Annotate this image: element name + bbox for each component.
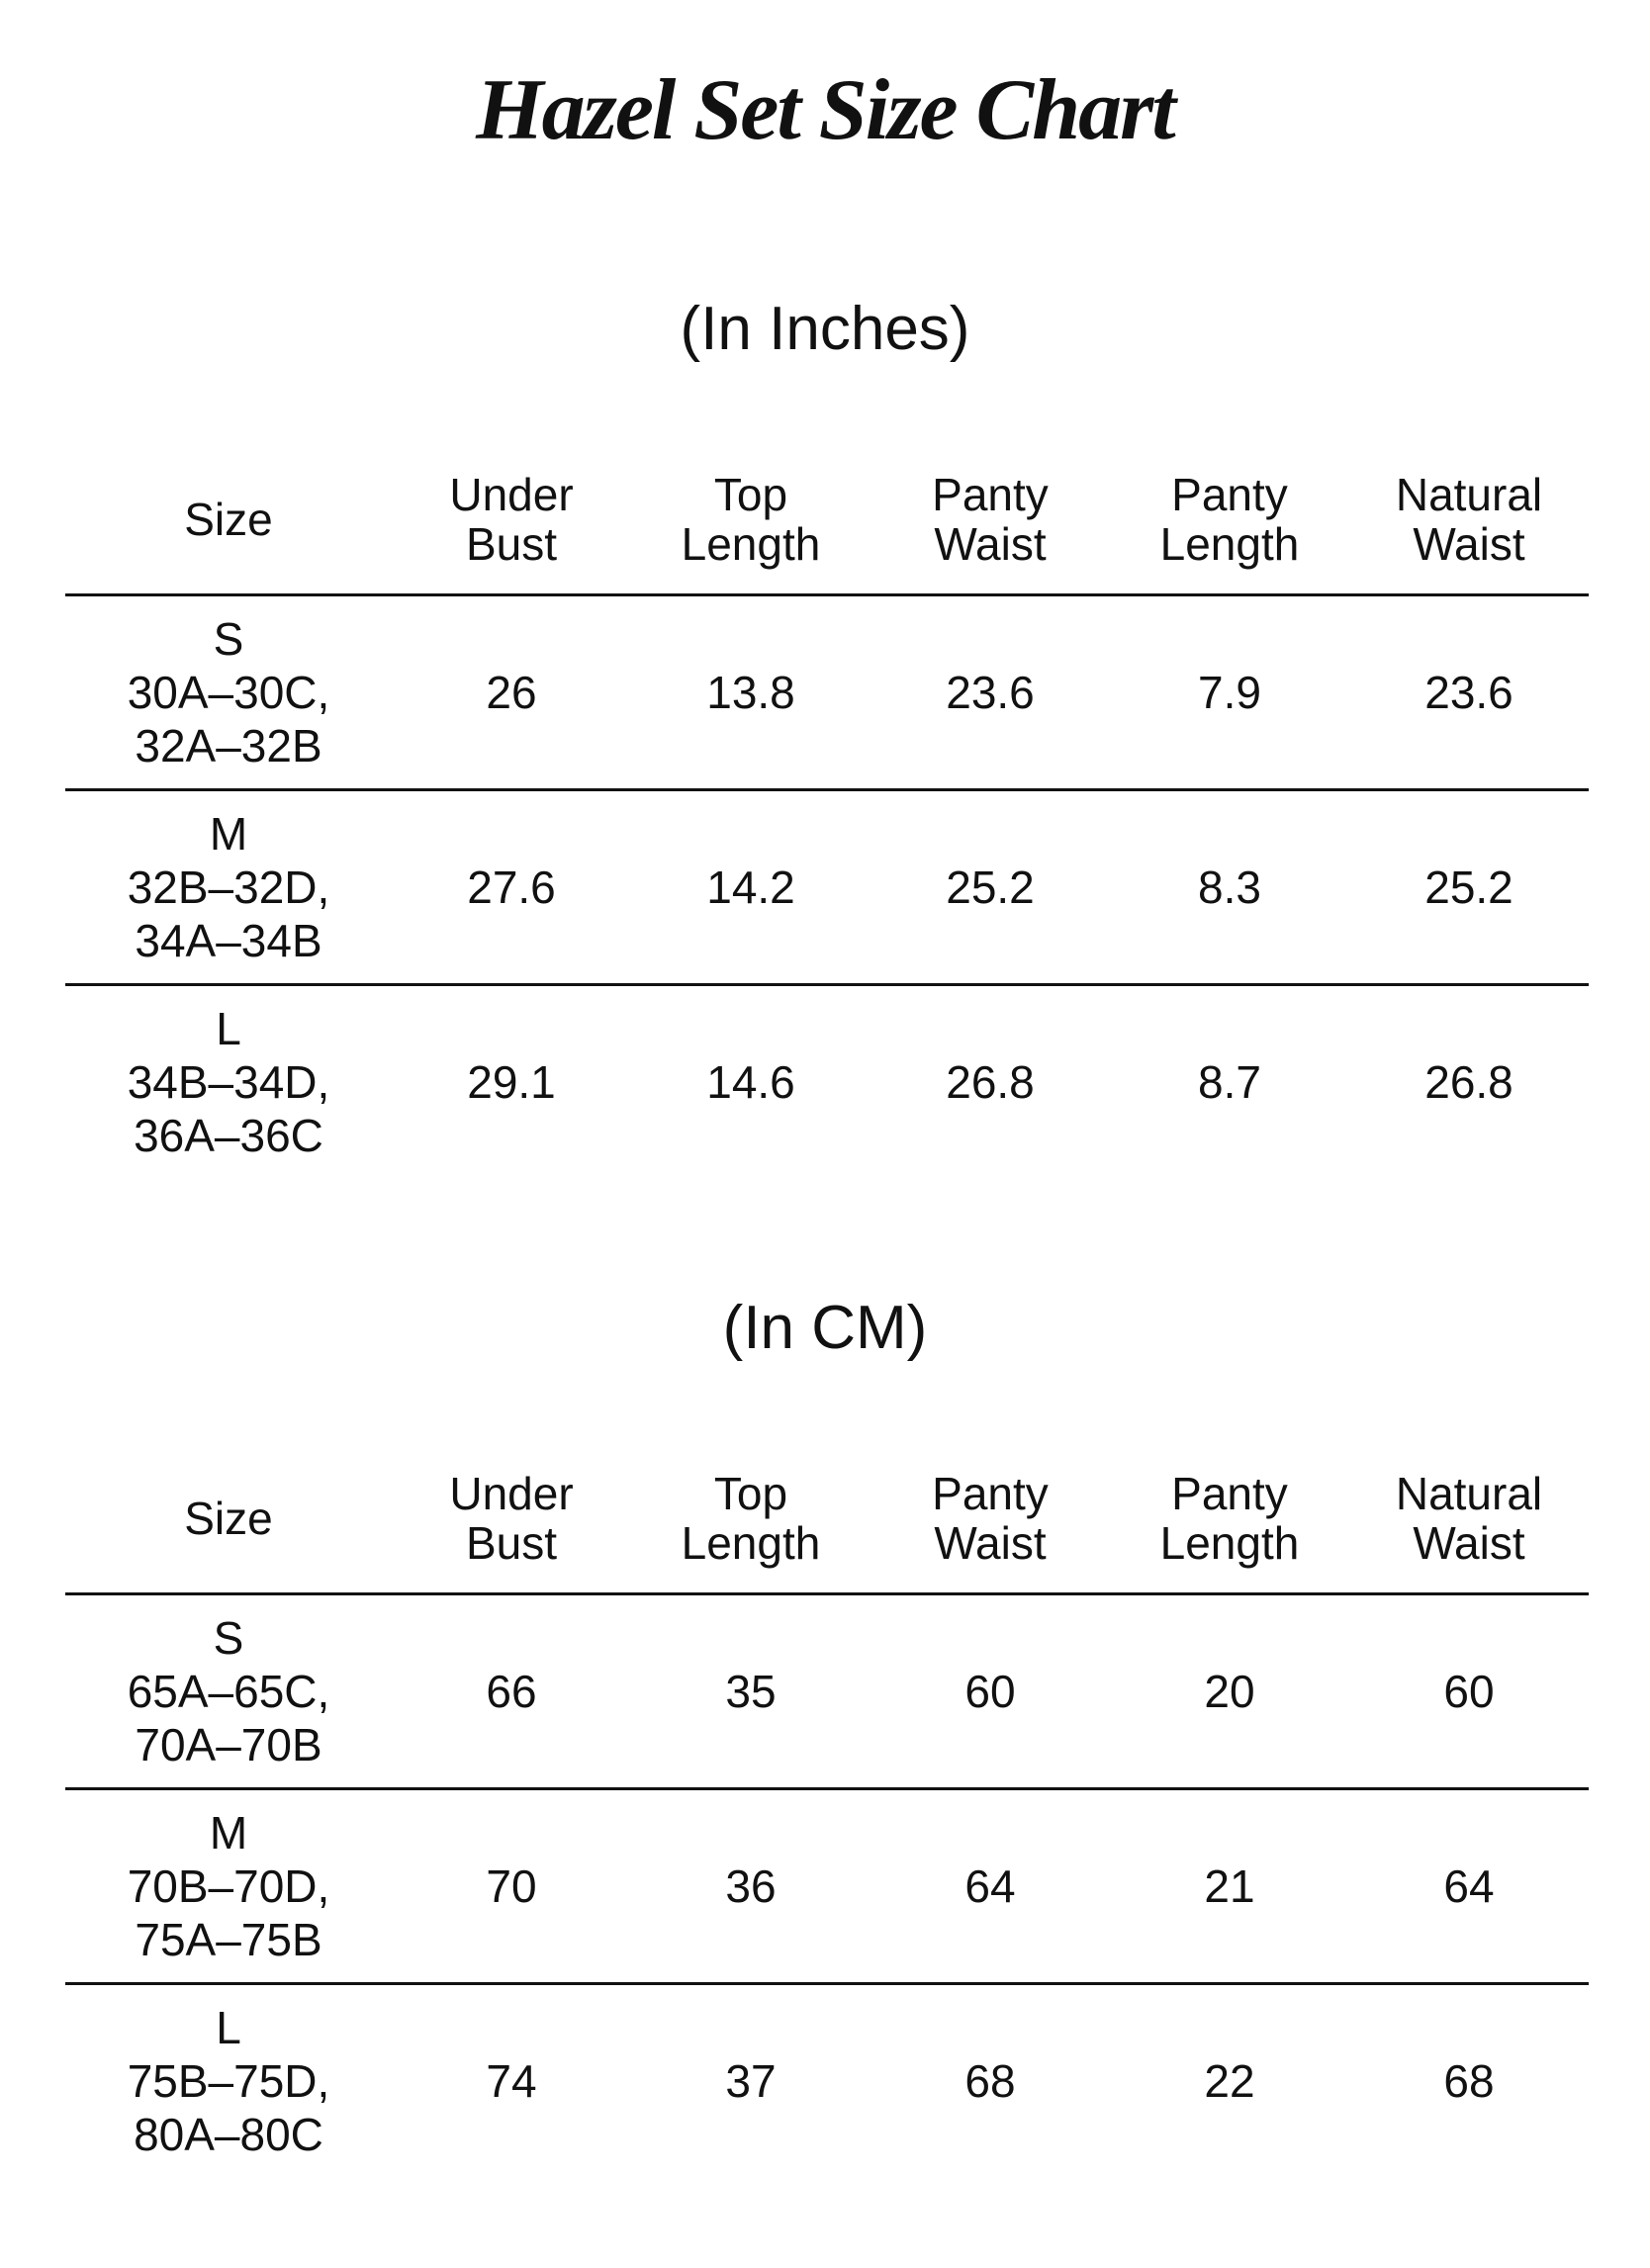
table-row	[65, 1594, 1589, 1789]
cm-size-table	[65, 1444, 1589, 2177]
band-range: 34B–34D,	[127, 1056, 330, 1108]
band-range: 36A–36C	[134, 1110, 323, 1161]
table-row	[65, 595, 1589, 790]
column-header-panty-waist	[871, 1444, 1110, 1594]
size-label: L	[216, 2002, 241, 2053]
header-line: Top	[713, 469, 788, 520]
size-label: S	[213, 613, 244, 665]
size-cell	[65, 790, 392, 985]
panty-length-cell: 21	[1110, 1789, 1349, 1984]
column-header-size	[65, 445, 392, 595]
header-line: Length	[1159, 518, 1300, 570]
natural-waist-cell: 26.8	[1424, 1056, 1513, 1108]
under-bust-cell: 27.6	[392, 790, 631, 985]
panty-waist-cell: 26.8	[946, 1056, 1035, 1108]
table-row	[65, 985, 1589, 1179]
column-header-under-bust	[392, 1444, 631, 1594]
column-header-size	[65, 1444, 392, 1594]
band-range: 80A–80C	[134, 2109, 323, 2160]
table-row	[65, 790, 1589, 985]
column-header-natural-waist	[1349, 445, 1589, 595]
header-line: Panty	[932, 1468, 1049, 1519]
size-label: L	[216, 1003, 241, 1054]
column-header-top-length	[631, 1444, 871, 1594]
header-line: Waist	[1413, 1517, 1525, 1569]
header-line: Waist	[934, 518, 1047, 570]
panty-waist-cell: 60	[871, 1594, 1110, 1789]
panty-waist-cell: 64	[871, 1789, 1110, 1984]
header-line: Panty	[932, 469, 1049, 520]
table-row	[65, 1984, 1589, 2178]
size-label: M	[209, 1807, 248, 1859]
column-header-panty-length	[1110, 1444, 1349, 1594]
section-title-inches: (In Inches)	[680, 295, 970, 363]
panty-length-cell: 20	[1110, 1594, 1349, 1789]
table-header-row	[65, 445, 1589, 595]
panty-length-cell: 8.7	[1198, 1056, 1261, 1108]
header-line: Length	[1159, 1517, 1300, 1569]
natural-waist-cell: 23.6	[1349, 595, 1589, 790]
panty-length-cell: 8.3	[1110, 790, 1349, 985]
header-line: Under	[449, 1468, 574, 1519]
top-length-cell: 14.6	[706, 1056, 795, 1108]
natural-waist-cell: 64	[1349, 1789, 1589, 1984]
top-length-cell: 13.8	[631, 595, 871, 790]
band-range: 30A–30C,	[127, 667, 330, 718]
table-header-row	[65, 1444, 1589, 1594]
panty-length-cell: 22	[1204, 2055, 1255, 2107]
panty-waist-cell: 68	[964, 2055, 1016, 2107]
header-line: Length	[681, 1517, 821, 1569]
column-header-panty-waist	[871, 445, 1110, 595]
size-cell	[65, 985, 392, 1179]
panty-length-cell: 7.9	[1110, 595, 1349, 790]
band-range: 32B–32D,	[127, 862, 330, 913]
top-length-cell: 35	[631, 1594, 871, 1789]
band-range: 70A–70B	[135, 1719, 322, 1770]
column-header-top-length	[631, 445, 871, 595]
header-line: Waist	[1413, 518, 1525, 570]
panty-waist-cell: 23.6	[871, 595, 1110, 790]
header-line: Size	[184, 1493, 273, 1544]
under-bust-cell: 74	[486, 2055, 537, 2107]
header-line: Length	[681, 518, 821, 570]
size-cell	[65, 1984, 392, 2178]
under-bust-cell: 66	[392, 1594, 631, 1789]
header-line: Under	[449, 469, 574, 520]
top-length-cell: 14.2	[631, 790, 871, 985]
size-label: S	[213, 1612, 244, 1664]
natural-waist-cell: 68	[1443, 2055, 1495, 2107]
size-cell	[65, 595, 392, 790]
band-range: 34A–34B	[135, 915, 322, 966]
column-header-panty-length	[1110, 445, 1349, 595]
band-range: 65A–65C,	[127, 1666, 330, 1717]
natural-waist-cell: 25.2	[1349, 790, 1589, 985]
band-range: 32A–32B	[135, 720, 322, 771]
section-title-cm: (In CM)	[722, 1294, 928, 1362]
header-line: Natural	[1395, 469, 1543, 520]
inches-size-table	[65, 445, 1589, 1178]
panty-waist-cell: 25.2	[871, 790, 1110, 985]
under-bust-cell: 29.1	[467, 1056, 556, 1108]
column-header-under-bust	[392, 445, 631, 595]
header-line: Natural	[1395, 1468, 1543, 1519]
under-bust-cell: 26	[392, 595, 631, 790]
band-range: 75A–75B	[135, 1914, 322, 1965]
top-length-cell: 36	[631, 1789, 871, 1984]
size-label: M	[209, 808, 248, 860]
size-cell	[65, 1594, 392, 1789]
under-bust-cell: 70	[392, 1789, 631, 1984]
header-line: Bust	[465, 518, 558, 570]
band-range: 75B–75D,	[127, 2055, 330, 2107]
header-line: Panty	[1171, 469, 1288, 520]
header-line: Bust	[465, 1517, 558, 1569]
size-cell	[65, 1789, 392, 1984]
header-line: Size	[184, 494, 273, 545]
page-title: Hazel Set Size Chart	[476, 62, 1174, 158]
header-line: Waist	[934, 1517, 1047, 1569]
header-line: Panty	[1171, 1468, 1288, 1519]
top-length-cell: 37	[725, 2055, 777, 2107]
table-row	[65, 1789, 1589, 1984]
column-header-natural-waist	[1349, 1444, 1589, 1594]
natural-waist-cell: 60	[1349, 1594, 1589, 1789]
band-range: 70B–70D,	[127, 1860, 330, 1912]
header-line: Top	[713, 1468, 788, 1519]
